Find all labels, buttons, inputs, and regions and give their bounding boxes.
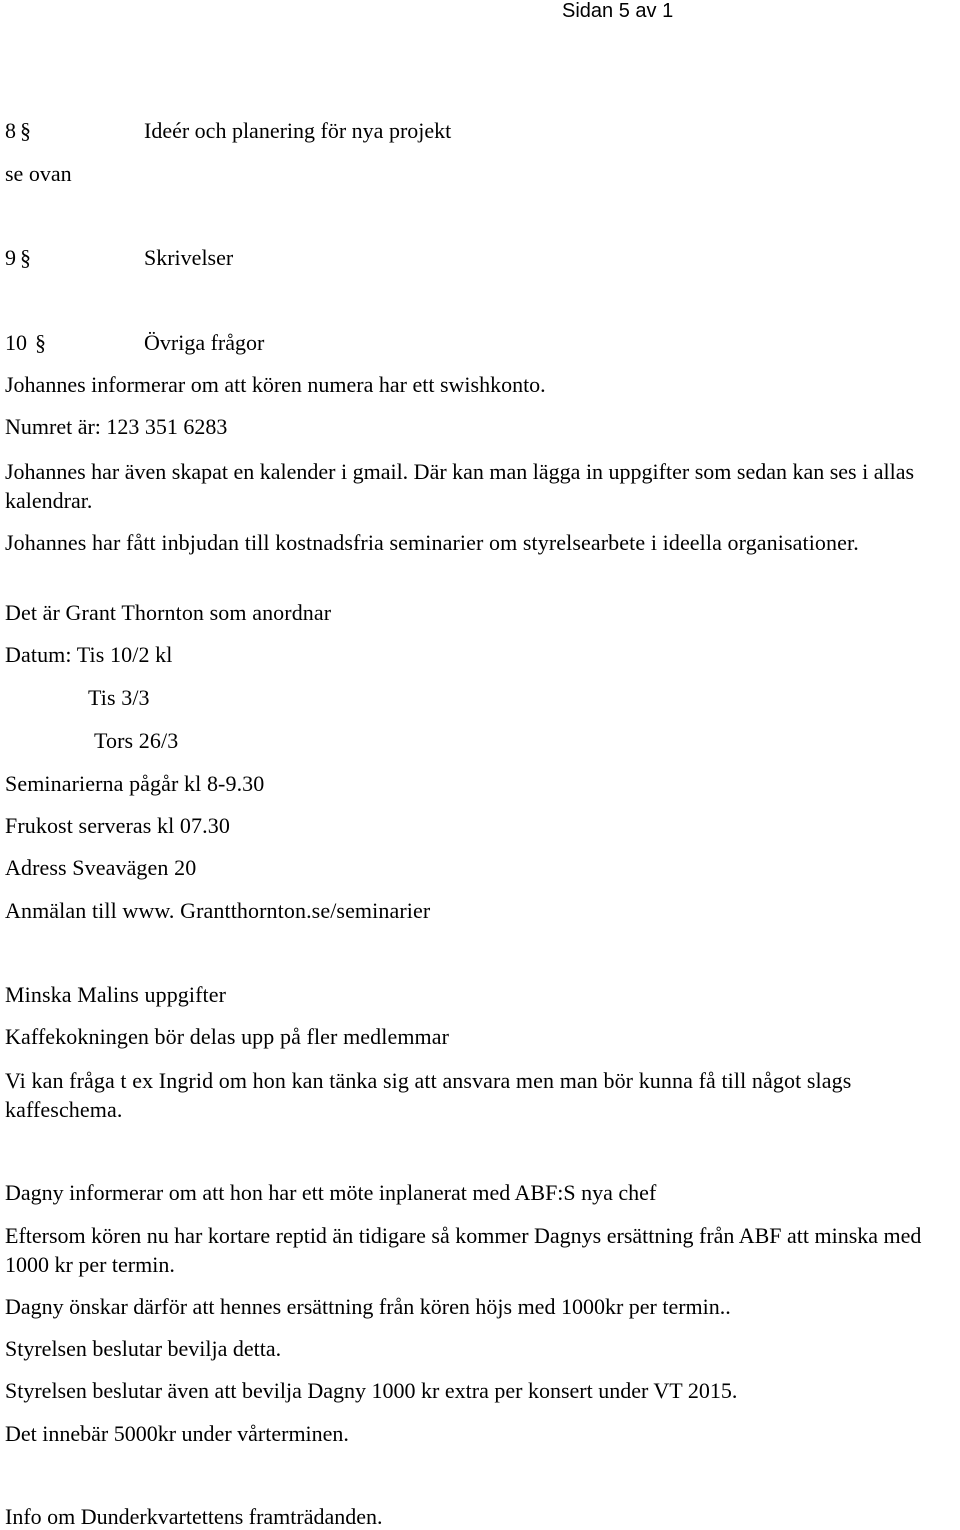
- seminar-organizer: Det är Grant Thornton som anordnar: [5, 600, 332, 625]
- seminar-date: Tis 3/3: [88, 685, 150, 710]
- malin-heading: Minska Malins uppgifter: [5, 982, 227, 1007]
- section-sign-icon: §: [35, 330, 46, 355]
- section-title: Skrivelser: [144, 245, 234, 270]
- seminar-date: Tors 26/3: [94, 728, 179, 753]
- dagny-reduction: Eftersom kören nu har kortare reptid än tidigare så kommer Dagnys ersättning från ABF att minska med 1000 kr per termin.: [5, 1223, 922, 1277]
- dagny-meeting: Dagny informerar om att hon har ett möte inplanerat med ABF:S nya chef: [5, 1180, 657, 1205]
- seminar-invite: Johannes har fått inbjudan till kostnadsfria seminarier om styrelsearbete i ideella organisationer.: [5, 530, 859, 555]
- section-8-note: se ovan: [5, 161, 72, 186]
- section-sign-icon: §: [20, 245, 31, 270]
- section-title: Ideér och planering för nya projekt: [144, 118, 452, 143]
- board-decision: Styrelsen beslutar även att bevilja Dagny 1000 kr extra per konsert under VT 2015.: [5, 1378, 738, 1403]
- section-number: 8: [5, 118, 16, 143]
- section-sign-icon: §: [20, 118, 31, 143]
- board-decision: Styrelsen beslutar bevilja detta.: [5, 1336, 282, 1361]
- seminar-date: Datum: Tis 10/2 kl: [5, 642, 173, 667]
- section-number: 9: [5, 245, 16, 270]
- seminar-time: Seminarierna pågår kl 8-9.30: [5, 771, 265, 796]
- section-title: Övriga frågor: [144, 330, 265, 355]
- coffee-share: Kaffekokningen bör delas upp på fler medlemmar: [5, 1024, 450, 1049]
- breakfast-time: Frukost serveras kl 07.30: [5, 813, 230, 838]
- section-number: 10: [5, 330, 27, 355]
- seminar-address: Adress Sveavägen 20: [5, 855, 197, 880]
- seminar-signup: Anmälan till www. Grantthornton.se/seminarier: [5, 898, 431, 923]
- swish-info: Johannes informerar om att kören numera har ett swishkonto.: [5, 372, 546, 397]
- page-indicator: Sidan 5 av 1: [562, 0, 674, 22]
- calendar-info: Johannes har även skapat en kalender i gmail. Där kan man lägga in uppgifter som sedan kan ses i allas kalendrar.: [5, 459, 915, 513]
- coffee-schedule: Vi kan fråga t ex Ingrid om hon kan tänka sig att ansvara men man bör kunna få till något slags kaffeschema.: [5, 1068, 852, 1122]
- dagny-request: Dagny önskar därför att hennes ersättning från kören höjs med 1000kr per termin..: [5, 1294, 731, 1319]
- swish-number: Numret är: 123 351 6283: [5, 414, 228, 439]
- dunder-info: Info om Dunderkvartettens framträdanden.: [5, 1504, 383, 1529]
- decision-implication: Det innebär 5000kr under vårterminen.: [5, 1421, 349, 1446]
